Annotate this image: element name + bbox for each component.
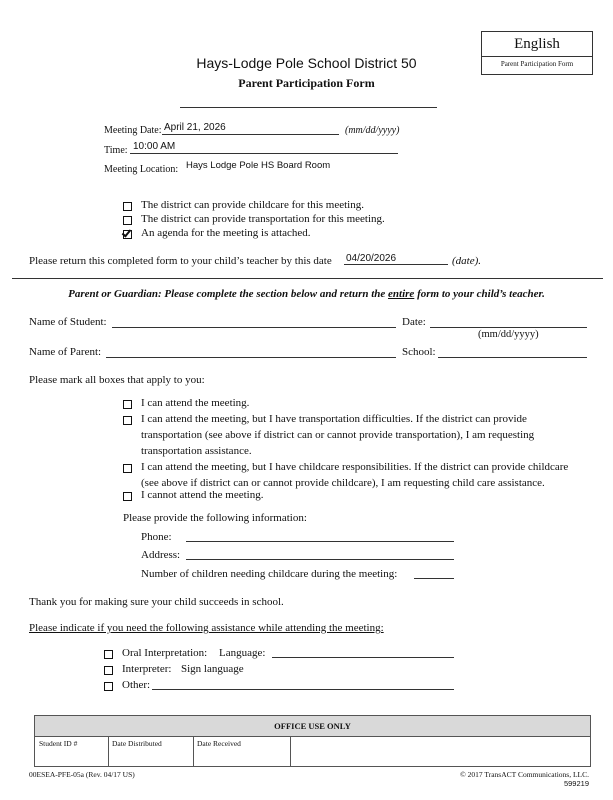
parent-instruction-after: form to your child’s teacher. xyxy=(414,288,545,300)
attend-childcare-line: I can attend the meeting, but I have childcare responsibilities. If the district can provide childcare xyxy=(141,461,569,473)
parent-name-field[interactable] xyxy=(106,357,396,358)
cannot-attend-checkbox[interactable] xyxy=(123,492,132,501)
student-date-label: Date: xyxy=(402,316,426,328)
oral-interpretation-checkbox[interactable] xyxy=(104,650,113,659)
language-label: English xyxy=(514,36,560,52)
meeting-location-label: Meeting Location: xyxy=(104,164,179,175)
other-checkbox[interactable] xyxy=(104,682,113,691)
school-label: School: xyxy=(402,346,436,358)
meeting-date-line xyxy=(162,134,339,135)
document-number: 599219 xyxy=(563,779,589,788)
student-date-field[interactable] xyxy=(430,327,587,328)
parent-instruction xyxy=(0,288,613,300)
date-received-label: Date Received xyxy=(197,739,241,748)
parent-instruction-emphasis: entire xyxy=(388,288,415,300)
cannot-attend-line: I cannot attend the meeting. xyxy=(141,489,264,501)
header-blank-line xyxy=(180,107,437,108)
student-name-label: Name of Student: xyxy=(29,316,107,328)
office-use-header xyxy=(35,716,590,737)
student-name-field[interactable] xyxy=(112,327,396,328)
interpreter-checkbox[interactable] xyxy=(104,666,113,675)
copyright: © 2017 TransACT Communications, LLC. xyxy=(460,770,589,779)
meeting-date-value[interactable]: April 21, 2026 xyxy=(164,122,226,133)
language-box-form-name: Parent Participation Form xyxy=(500,60,574,68)
cannot-attend-option xyxy=(141,487,263,503)
section-divider xyxy=(12,278,603,279)
meeting-date-label: Meeting Date: xyxy=(104,125,162,136)
transportation-option-label: The district can provide transportation for this meeting. xyxy=(141,213,385,225)
assistance-heading: Please indicate if you need the following assistance while attending the meeting: xyxy=(29,622,384,634)
student-date-format: (mm/dd/yyyy) xyxy=(478,329,539,340)
mark-all-instruction: Please mark all boxes that apply to you: xyxy=(29,374,205,386)
other-field[interactable] xyxy=(152,689,454,690)
agenda-option-label: An agenda for the meeting is attached. xyxy=(141,227,311,239)
attend-transport-line: I can attend the meeting, but I have transportation difficulties. If the district can provide xyxy=(141,413,527,425)
attend-childcare-checkbox[interactable] xyxy=(123,464,132,473)
interpreter-value[interactable]: Sign language xyxy=(181,663,244,675)
district-name: Hays-Lodge Pole School District 50 xyxy=(196,55,417,71)
attend-transport-line: transportation (see above if district can or cannot provide transportation), I am requesting xyxy=(141,429,535,441)
office-col-divider xyxy=(290,737,291,766)
meeting-time-value[interactable]: 10:00 AM xyxy=(133,141,176,152)
agenda-checkbox[interactable] xyxy=(123,230,132,239)
form-title: Parent Participation Form xyxy=(238,76,375,90)
childcare-checkbox[interactable] xyxy=(123,202,132,211)
attend-checkbox[interactable] xyxy=(123,400,132,409)
meeting-date-format: (mm/dd/yyyy) xyxy=(345,125,400,136)
address-field[interactable] xyxy=(186,559,454,560)
childcare-option-label: The district can provide childcare for this meeting. xyxy=(141,199,364,211)
info-heading: Please provide the following information: xyxy=(123,512,307,524)
other-label: Other: xyxy=(122,679,151,691)
meeting-time-label: Time: xyxy=(104,145,128,156)
children-label: Number of children needing childcare during the meeting: xyxy=(141,568,398,580)
form-code: 00ESEA-PFE-05a (Rev. 04/17 US) xyxy=(29,770,135,779)
language-field[interactable] xyxy=(272,657,454,658)
attend-transport-checkbox[interactable] xyxy=(123,416,132,425)
school-field[interactable] xyxy=(438,357,587,358)
attend-childcare-line: (see above if district can or cannot provide childcare), I am requesting child care assistance. xyxy=(141,477,545,489)
attend-option-line: I can attend the meeting. xyxy=(141,397,250,409)
return-date-value[interactable]: 04/20/2026 xyxy=(346,253,397,264)
parent-name-label: Name of Parent: xyxy=(29,346,102,358)
children-count-field[interactable] xyxy=(414,578,454,579)
parent-instruction-before: Parent or Guardian: Please complete the section below and return the xyxy=(68,288,389,300)
return-date-suffix: (date). xyxy=(452,255,482,267)
thank-you-text: Thank you for making sure your child succeeds in school. xyxy=(29,596,284,608)
office-col-divider xyxy=(108,737,109,766)
phone-label: Phone: xyxy=(141,531,172,543)
attend-transport-line: transportation assistance. xyxy=(141,445,252,457)
transportation-checkbox[interactable] xyxy=(123,216,132,225)
address-label: Address: xyxy=(141,549,181,561)
return-date-line xyxy=(344,264,448,265)
oral-interpretation-label: Oral Interpretation: xyxy=(122,647,208,659)
phone-field[interactable] xyxy=(186,541,454,542)
meeting-time-line xyxy=(130,153,398,154)
student-id-label: Student ID # xyxy=(39,739,78,748)
office-col-divider xyxy=(193,737,194,766)
language-field-label: Language: xyxy=(219,647,266,659)
interpreter-label: Interpreter: xyxy=(122,663,172,675)
attend-transport-option xyxy=(141,411,534,459)
return-instruction: Please return this completed form to your child’s teacher by this date xyxy=(29,255,332,267)
meeting-location-value[interactable]: Hays Lodge Pole HS Board Room xyxy=(186,160,331,171)
office-use-box xyxy=(34,715,591,767)
attend-option xyxy=(141,395,249,411)
office-use-title: OFFICE USE ONLY xyxy=(274,721,351,731)
date-distributed-label: Date Distributed xyxy=(112,739,162,748)
